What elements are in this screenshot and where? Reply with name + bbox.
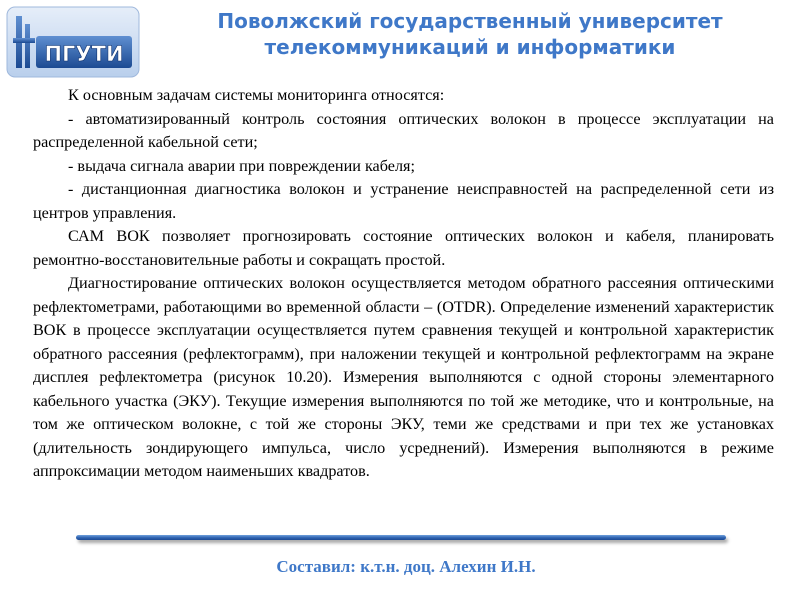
- paragraph-sam-vok: САМ ВОК позволяет прогнозировать состояние оптических волокон и кабеля, планировать ремонтно-восстановительные работы и сокращать простой.: [33, 227, 774, 269]
- paragraph-task-control: - автоматизированный контроль состояния оптических волокон в процессе эксплуатации на распределенной кабельной сети;: [33, 109, 774, 151]
- title-line-1: Поволжский государственный университет: [217, 9, 723, 33]
- paragraph-otdr: Диагностирование оптических волокон осуществляется методом обратного рассеяния оптическими рефлектометрами, работающими во временной области – (OTDR). Определение изменений характеристик ВОК в процессе эксплуатации осуществляется путем сравнения текущей и контрольной характеристик обратного рассеяния (рефлектограмм), при наложении текущей и контрольной рефлектограмм на экране дисплея рефлектометра (рисунок 10.20). Измерения выполняются с одной стороны элементарного кабельного участка (ЭКУ). Текущие измерения выполняются по той же методике, что и контрольные, на том же оптическом волокне, с той же стороны ЭКУ, теми же средствами и при тех же установках (длительность зондирующего импульса, число усреднений). Измерения выполняются в режиме аппроксимации методом наименьших квадратов.: [33, 274, 774, 480]
- paragraph-task-alarm: - выдача сигнала аварии при повреждении кабеля;: [68, 156, 415, 175]
- footer-divider: [76, 535, 726, 540]
- logo-text: ПГУТИ: [44, 42, 124, 66]
- university-logo: [6, 6, 140, 78]
- paragraph-intro: К основным задачам системы мониторинга относятся:: [68, 86, 445, 104]
- page-title: [170, 8, 770, 60]
- logo-graphic: [6, 6, 140, 78]
- title-line-2: телекоммуникаций и информатики: [264, 35, 676, 59]
- body-text: [33, 84, 774, 484]
- paragraph-task-diagnostics: - дистанционная диагностика волокон и устранение неисправностей на распределенной сети из центров управления.: [33, 180, 774, 222]
- author-credit: Составил: к.т.н. доц. Алехин И.Н.: [276, 557, 536, 576]
